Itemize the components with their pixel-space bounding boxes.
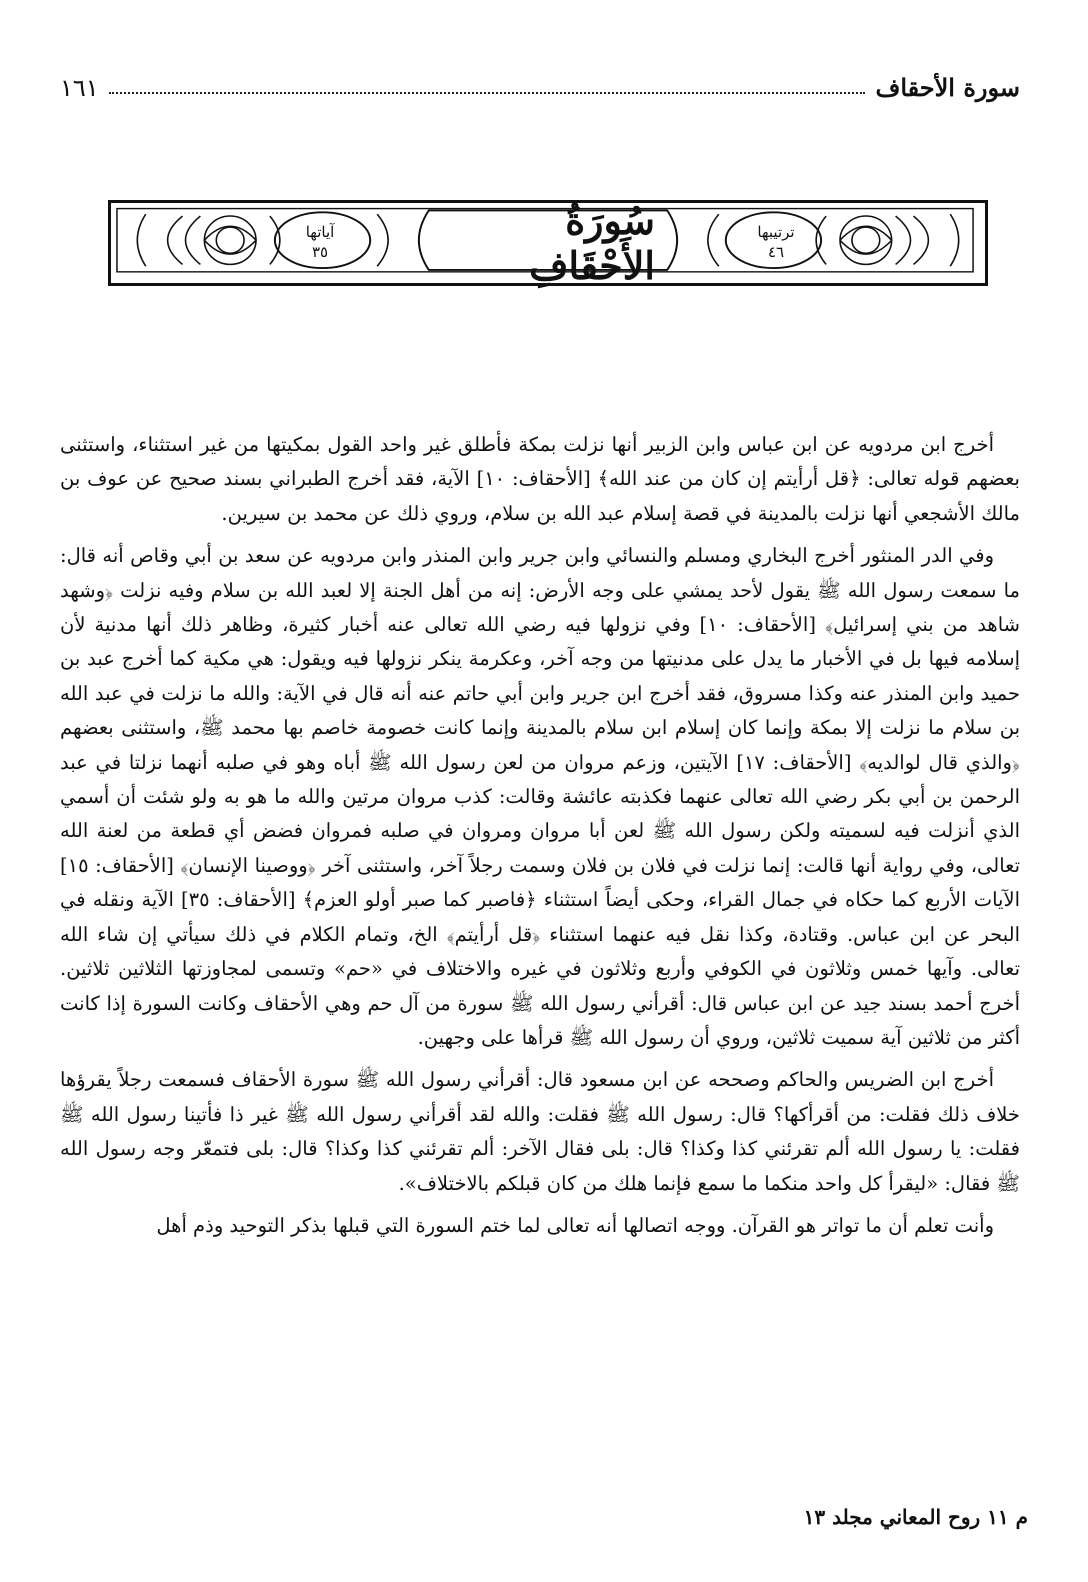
paragraph: أخرج ابن الضريس والحاكم وصححه عن ابن مسعود قال: أقرأني رسول الله ﷺ سورة الأحقاف فسمعت رجلاً يقرؤها خلاف ذلك فقلت: من أقرأكها؟ قال: رسول الله ﷺ فقلت: والله لقد أقرأني رسول الله ﷺ غير ذا فأتينا رسول الله ﷺ فقلت: يا رسول الله ألم تقرئني كذا وكذا؟ قال: بلى فقال الآخر: ألم تقرئني كذا وكذا؟ قال: بلى فتمعّر وجه رسول الله ﷺ فقال: «ليقرأ كل واحد منكما ما سمع فإنما هلك من كان قبلكم بالاختلاف». bbox=[60, 1068, 1020, 1195]
verses-medallion bbox=[277, 211, 363, 273]
verses-label: آياتها bbox=[305, 223, 335, 241]
surah-banner bbox=[108, 200, 988, 286]
banner-surah-name: سُورَةُ الأَحْقَافِ bbox=[529, 198, 655, 288]
surah-title-header: سورة الأحقاف bbox=[875, 73, 1020, 102]
order-label: ترتيبها bbox=[757, 223, 795, 241]
body-text bbox=[60, 428, 1020, 1251]
paragraph: أخرج ابن مردويه عن ابن عباس وابن الزبير أنها نزلت بمكة فأطلق غير واحد القول بمكيتها من غير استثناء، واستثنى بعضهم قوله تعالى: ﴿قل أرأيتم إن كان من عند الله﴾ [الأحقاف: ١٠] الآية، فقد أخرج الطبراني بسند صحيح عن عوف بن مالك الأشجعي أنها نزلت بالمدينة في قصة إسلام عبد الله بن سلام، وروي ذلك عن محمد بن سيرين. bbox=[60, 433, 1020, 525]
order-medallion bbox=[733, 211, 819, 273]
header-dot-leader bbox=[109, 91, 866, 94]
paragraph: وأنت تعلم أن ما تواتر هو القرآن. ووجه اتصالها أنه تعالى لما ختم السورة التي قبلها بذكر التوحيد وذم أهل bbox=[156, 1213, 994, 1237]
page-number: ١٦١ bbox=[60, 74, 99, 102]
paragraph: وفي الدر المنثور أخرج البخاري ومسلم والنسائي وابن جرير وابن المنذر وابن مردويه عن سعد بن أبي وقاص أنه قال: ما سمعت رسول الله ﷺ يقول لأحد يمشي على وجه الأرض: إنه من أهل الجنة إلا لعبد الله بن سلام وفيه نزلت ﴿وشهد شاهد من بني إسرائيل﴾ [الأحقاف: ١٠] وفي نزولها فيه رضي الله تعالى عنه أخبار كثيرة، وظاهر ذلك أنها مدنية لأن إسلامه فيها بل في الأخبار ما يدل على مدنيتها من وجه آخر، وعكرمة ينكر نزولها فيه ويقول: هي مكية كما أخرج عبد بن حميد وابن المنذر عنه وكذا مسروق، فقد أخرج ابن جرير وابن أبي حاتم عنه أنه قال في الآية: والله ما نزلت في عبد الله بن سلام ما نزلت إلا بمكة وإنما كان إسلام ابن سلام بالمدينة وإنما كانت خصومة خاصم بها محمد ﷺ، واستثنى بعضهم ﴿والذي قال لوالديه﴾ [الأحقاف: ١٧] الآيتين، وزعم مروان من لعن رسول الله ﷺ أباه وهو في صلبه أنهما نزلتا في عبد الرحمن بن أبي بكر رضي الله تعالى عنهما فكذبته عائشة وقالت: كذب مروان مرتين والله ما هو به ولو شئت أن أسمي الذي أنزلت فيه لسميته ولكن رسول الله ﷺ لعن أبا مروان ومروان في صلبه فمروان فضض أي قطعة من لعنة الله تعالى، وفي رواية أنها قالت: إنما نزلت في فلان بن فلان وسمت رجلاً آخر، واستثنى آخر ﴿ووصينا الإنسان﴾ [الأحقاف: ١٥] الآيات الأربع كما حكاه في جمال القراء، وحكى أيضاً استثناء ﴿فاصبر كما صبر أولو العزم﴾ [الأحقاف: ٣٥] الآية ونقله في البحر عن ابن عباس. وقتادة، وكذا نقل فيه عنهما استثناء ﴿قل أرأيتم﴾ الخ، وتمام الكلام في ذلك سيأتي إن شاء الله تعالى. وآيها خمس وثلاثون في الكوفي وأربع وثلاثون في غيره والاختلاف في «حم» وتسمى لمجاوزتها الثلاثين ثلاثين. أخرج أحمد بسند جيد عن ابن عباس قال: أقرأني رسول الله ﷺ سورة من آل حم وهي الأحقاف وكانت السورة إذا كانت أكثر من ثلاثين آية سميت ثلاثين، وروي أن رسول الله ﷺ قرأها على وجهين. bbox=[60, 544, 1021, 1049]
verses-value: ٣٥ bbox=[311, 243, 329, 261]
signature-footer: م ١١ روح المعاني مجلد ١٣ bbox=[803, 1505, 1028, 1529]
order-value: ٤٦ bbox=[767, 243, 785, 261]
running-header bbox=[60, 62, 1020, 102]
